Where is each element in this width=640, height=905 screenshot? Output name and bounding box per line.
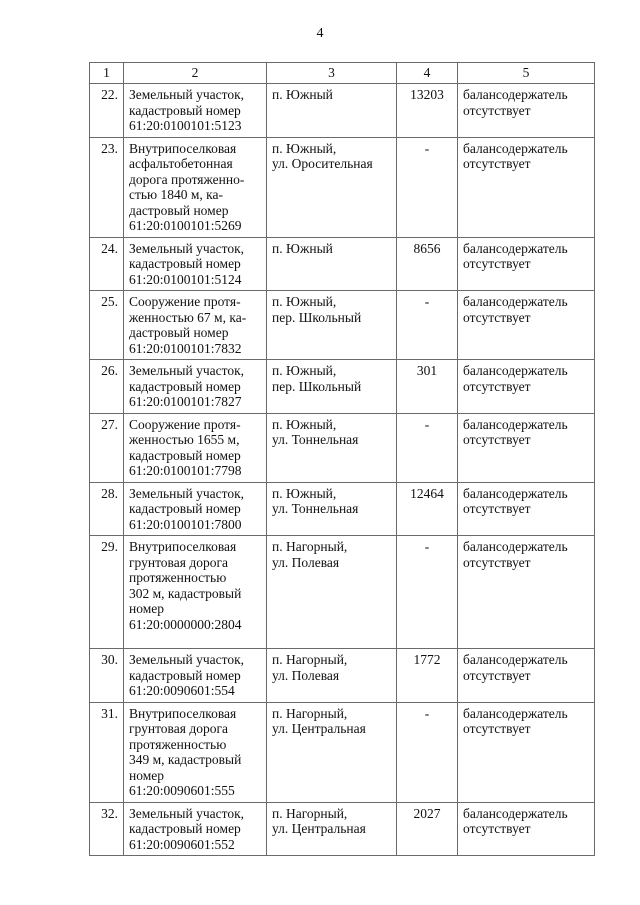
address-line: п. Южный,	[272, 363, 337, 378]
area-value: 1772	[397, 649, 458, 703]
area-value: 13203	[397, 84, 458, 138]
balance-holder-cell	[458, 702, 595, 802]
holder-line: балансодержатель	[463, 652, 568, 667]
name-line: 61:20:0090601:554	[129, 683, 235, 698]
object-name-cell	[124, 137, 267, 237]
address-cell	[267, 360, 397, 414]
object-name-cell	[124, 482, 267, 536]
name-line: Внутрипоселковая	[129, 539, 237, 554]
name-line: кадастровый номер	[129, 102, 241, 118]
object-name-cell	[124, 84, 267, 138]
holder-line: балансодержатель	[463, 539, 568, 554]
name-line: Земельный участок,	[129, 87, 245, 102]
row-number: 28.	[90, 482, 124, 536]
table-body	[90, 84, 595, 856]
address-cell	[267, 237, 397, 291]
row-number: 22.	[90, 84, 124, 138]
address-line: ул. Тоннельная	[272, 432, 359, 447]
name-line: 61:20:0100101:7832	[129, 340, 242, 356]
name-line: номер	[129, 601, 165, 616]
balance-holder-cell	[458, 137, 595, 237]
table-row	[90, 360, 595, 414]
table-row	[90, 649, 595, 703]
balance-holder-cell	[458, 649, 595, 703]
address-line: ул. Полевая	[272, 554, 340, 570]
name-line: 61:20:0090601:555	[129, 783, 235, 798]
name-line: 61:20:0090601:552	[129, 836, 235, 852]
name-line: Земельный участок,	[129, 240, 245, 256]
address-line: ул. Полевая	[272, 667, 340, 683]
address-line: пер. Школьный	[272, 309, 362, 325]
address-line: п. Южный,	[272, 485, 337, 501]
name-line: кадастровый номер	[129, 256, 241, 271]
name-line: протяженностью	[129, 736, 227, 752]
name-line: дорога протяженно-	[129, 171, 245, 187]
object-name-cell	[124, 649, 267, 703]
name-line: протяженностью	[129, 570, 227, 585]
area-value: -	[397, 137, 458, 237]
object-name-cell	[124, 237, 267, 291]
name-line: дастровый номер	[129, 325, 229, 340]
name-line: 61:20:0100101:7798	[129, 463, 242, 478]
name-line: Внутрипоселковая	[129, 705, 237, 721]
name-line: грунтовая дорога	[129, 721, 228, 736]
row-number: 23.	[90, 137, 124, 237]
column-header-1: 1	[90, 63, 124, 84]
name-line: 61:20:0000000:2804	[129, 616, 242, 632]
area-value: -	[397, 413, 458, 482]
column-header-5: 5	[458, 63, 595, 84]
name-line: Внутрипоселковая	[129, 140, 237, 156]
address-cell	[267, 649, 397, 703]
address-cell	[267, 137, 397, 237]
holder-line: отсутствует	[463, 309, 531, 325]
name-line: Сооружение протя-	[129, 416, 241, 432]
name-line: 61:20:0100101:5124	[129, 271, 242, 287]
name-line: кадастровый номер	[129, 378, 241, 394]
table-row	[90, 84, 595, 138]
name-line: Сооружение протя-	[129, 294, 241, 309]
address-cell	[267, 702, 397, 802]
table-row	[90, 536, 595, 649]
address-line: п. Южный	[272, 87, 333, 102]
balance-holder-cell	[458, 291, 595, 360]
balance-holder-cell	[458, 413, 595, 482]
name-line: кадастровый номер	[129, 821, 241, 836]
object-name-cell	[124, 802, 267, 856]
address-cell	[267, 291, 397, 360]
area-value: -	[397, 291, 458, 360]
object-name-cell	[124, 413, 267, 482]
name-line: грунтовая дорога	[129, 554, 228, 570]
area-value: 12464	[397, 482, 458, 536]
row-number: 26.	[90, 360, 124, 414]
address-line: ул. Тоннельная	[272, 501, 359, 516]
row-number: 32.	[90, 802, 124, 856]
holder-line: балансодержатель	[463, 363, 568, 378]
page-number: 4	[316, 26, 324, 41]
address-cell	[267, 802, 397, 856]
header-row	[90, 63, 595, 84]
holder-line: отсутствует	[463, 554, 531, 570]
holder-line: балансодержатель	[463, 87, 568, 102]
name-line: кадастровый номер	[129, 447, 241, 463]
table-row	[90, 482, 595, 536]
balance-holder-cell	[458, 360, 595, 414]
column-header-2: 2	[124, 63, 267, 84]
holder-line: отсутствует	[463, 721, 531, 736]
object-name-cell	[124, 291, 267, 360]
name-line: 61:20:0100101:5269	[129, 218, 242, 233]
area-value: -	[397, 702, 458, 802]
holder-line: отсутствует	[463, 667, 531, 683]
name-line: кадастровый номер	[129, 667, 241, 683]
row-number: 31.	[90, 702, 124, 802]
holder-line: балансодержатель	[463, 140, 568, 156]
object-name-cell	[124, 360, 267, 414]
table-row	[90, 802, 595, 856]
holder-line: балансодержатель	[463, 805, 568, 821]
object-name-cell	[124, 702, 267, 802]
address-line: п. Нагорный,	[272, 652, 348, 667]
area-value: -	[397, 536, 458, 649]
column-header-3: 3	[267, 63, 397, 84]
address-line: ул. Центральная	[272, 721, 366, 736]
address-line: ул. Оросительная	[272, 156, 373, 171]
holder-line: балансодержатель	[463, 294, 568, 309]
table-row	[90, 702, 595, 802]
name-line: 61:20:0100101:7827	[129, 394, 242, 409]
name-line: женностью 67 м, ка-	[129, 309, 247, 325]
name-line: дастровый номер	[129, 202, 229, 218]
holder-line: отсутствует	[463, 501, 531, 516]
holder-line: отсутствует	[463, 256, 531, 271]
name-line: Земельный участок,	[129, 485, 245, 501]
address-line: п. Южный,	[272, 416, 337, 432]
balance-holder-cell	[458, 84, 595, 138]
holder-line: балансодержатель	[463, 705, 568, 721]
holder-line: отсутствует	[463, 432, 531, 447]
address-line: п. Южный	[272, 240, 333, 256]
holder-line: отсутствует	[463, 821, 531, 836]
name-line: 61:20:0100101:5123	[129, 118, 242, 133]
holder-line: отсутствует	[463, 378, 531, 394]
address-line: п. Нагорный,	[272, 705, 348, 721]
address-line: п. Нагорный,	[272, 539, 348, 554]
area-value: 301	[397, 360, 458, 414]
table-row	[90, 413, 595, 482]
address-line: п. Южный,	[272, 294, 337, 309]
address-cell	[267, 413, 397, 482]
row-number: 25.	[90, 291, 124, 360]
holder-line: балансодержатель	[463, 240, 568, 256]
balance-holder-cell	[458, 237, 595, 291]
balance-holder-cell	[458, 482, 595, 536]
holder-line: балансодержатель	[463, 416, 568, 432]
area-value: 8656	[397, 237, 458, 291]
balance-holder-cell	[458, 536, 595, 649]
address-line: п. Южный,	[272, 140, 337, 156]
name-line: асфальтобетонная	[129, 156, 233, 171]
object-name-cell	[124, 536, 267, 649]
property-registry-table	[89, 62, 595, 856]
name-line: Земельный участок,	[129, 805, 245, 821]
name-line: стью 1840 м, ка-	[129, 187, 224, 202]
name-line: Земельный участок,	[129, 363, 245, 378]
holder-line: балансодержатель	[463, 485, 568, 501]
column-header-4: 4	[397, 63, 458, 84]
name-line: номер	[129, 767, 165, 783]
balance-holder-cell	[458, 802, 595, 856]
area-value: 2027	[397, 802, 458, 856]
row-number: 30.	[90, 649, 124, 703]
table-row	[90, 237, 595, 291]
row-number: 24.	[90, 237, 124, 291]
table-row	[90, 137, 595, 237]
holder-line: отсутствует	[463, 156, 531, 171]
address-cell	[267, 84, 397, 138]
name-line: 61:20:0100101:7800	[129, 516, 242, 532]
row-number: 27.	[90, 413, 124, 482]
name-line: 349 м, кадастровый	[129, 752, 242, 767]
name-line: 302 м, кадастровый	[129, 585, 242, 601]
address-line: пер. Школьный	[272, 378, 362, 394]
holder-line: отсутствует	[463, 102, 531, 118]
row-number: 29.	[90, 536, 124, 649]
address-cell	[267, 482, 397, 536]
address-cell	[267, 536, 397, 649]
name-line: Земельный участок,	[129, 652, 245, 667]
address-line: п. Нагорный,	[272, 805, 348, 821]
address-line: ул. Центральная	[272, 821, 366, 836]
table-row	[90, 291, 595, 360]
name-line: женностью 1655 м,	[129, 432, 240, 447]
name-line: кадастровый номер	[129, 501, 241, 516]
